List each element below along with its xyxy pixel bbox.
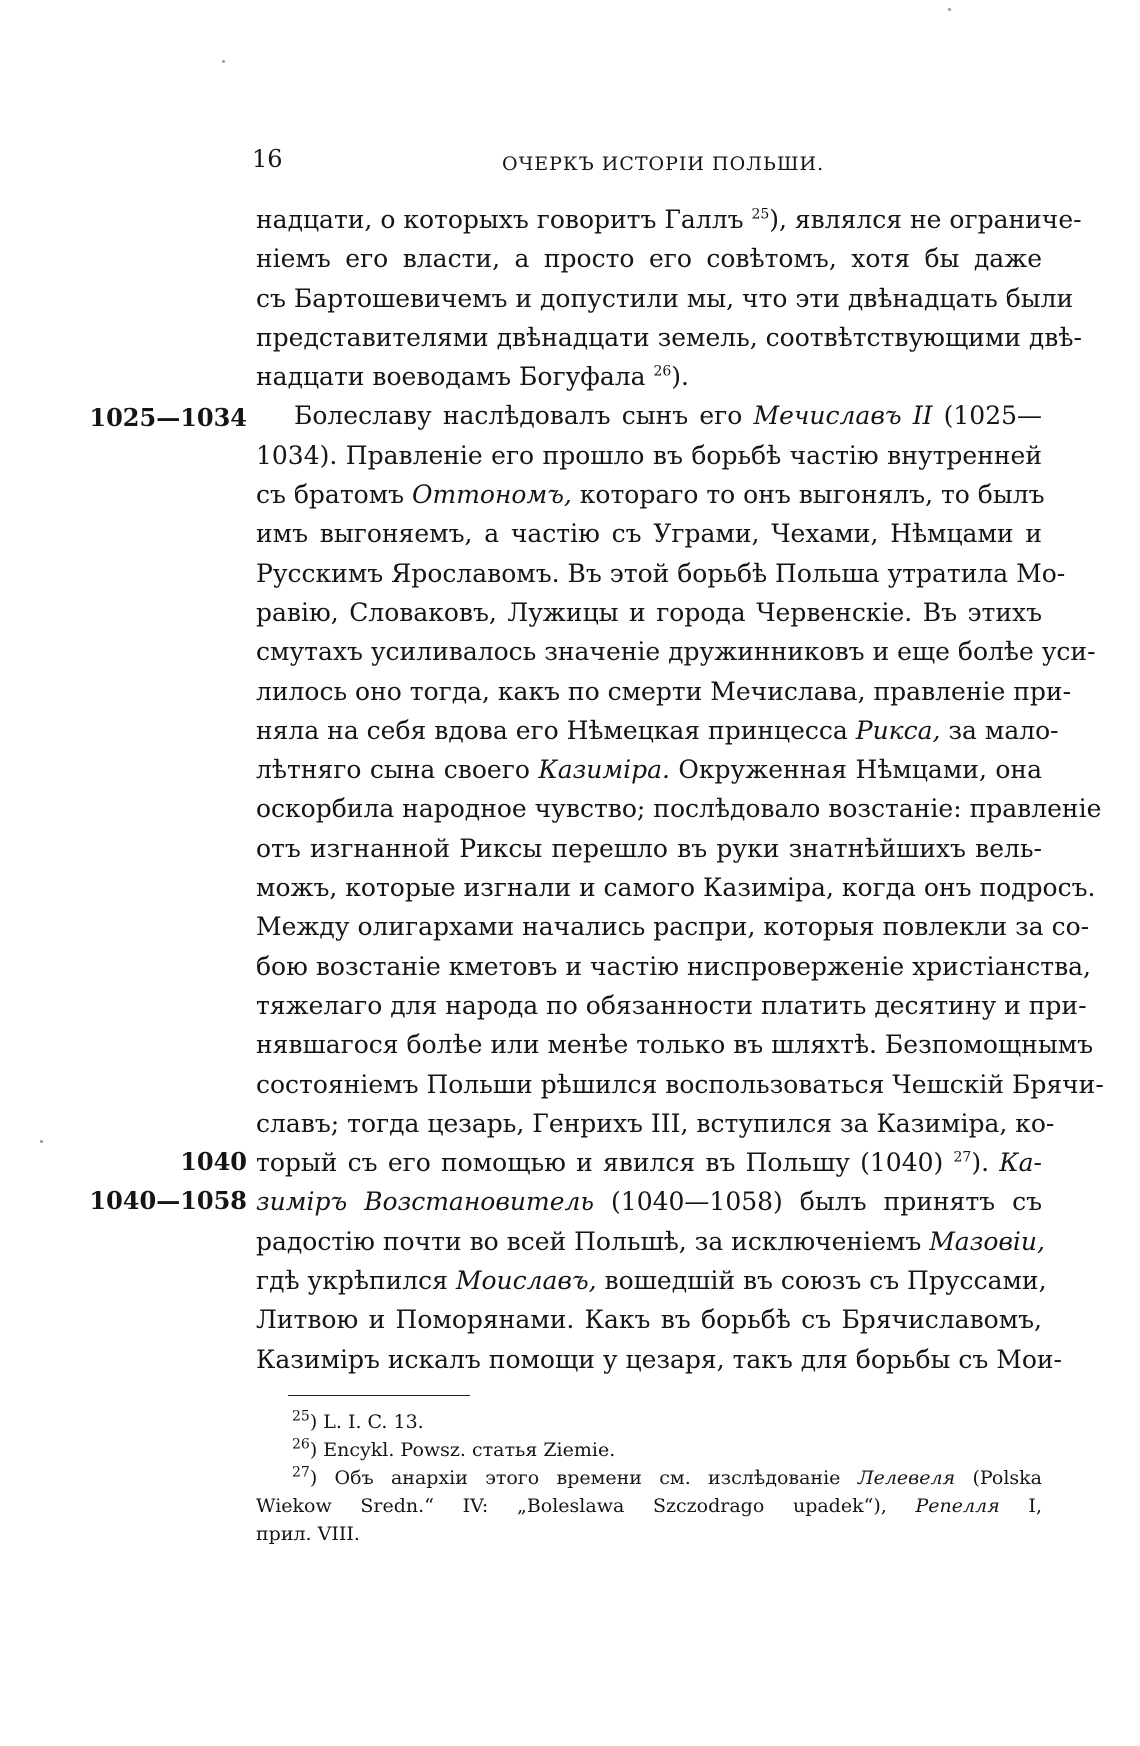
text-line: равію, Словаковъ, Лужицы и города Червенскіе. Въ этихъ	[256, 597, 1042, 627]
margin-date: 1040	[180, 1147, 247, 1176]
text-line: представителями двѣнадцати земель, соотвѣтствующими двѣ-	[256, 322, 1082, 352]
text-line: торый съ его помощью и явился въ Польшу (1040) $^{27}$). Ка-	[256, 1148, 1042, 1178]
text-line: Болеславу наслѣдовалъ сынъ его Мечиславъ II (1025—	[294, 401, 1043, 431]
name-italic: зиміръ Возстановитель	[256, 1187, 595, 1217]
text-line: лѣтняго сына своего Казиміра. Окруженная Нѣмцами, она	[256, 755, 1042, 785]
text-line: смутахъ усиливалось значеніе дружинниковъ и еще болѣе уси-	[256, 637, 1096, 667]
footnote: $^{27}$) Объ анархіи этого времени см. изслѣдованіе Лелевеля (Polska	[292, 1464, 1042, 1489]
name-italic: Оттономъ,	[412, 480, 572, 510]
text-line: няла на себя вдова его Нѣмецкая принцесса Рикса, за мало-	[256, 715, 1059, 745]
text-line: бою возстаніе кметовъ и частію ниспроверженіе христіанства,	[256, 951, 1091, 981]
text-line: славъ; тогда цезарь, Генрихъ III, вступился за Казиміра, ко-	[256, 1108, 1055, 1138]
name-italic: Мечиславъ II	[753, 401, 933, 431]
paper-speck	[40, 1140, 43, 1143]
main-text	[256, 200, 1104, 1379]
text-line: ніемъ его власти, а просто его совѣтомъ, хотя бы даже	[256, 244, 1042, 274]
page-number: 16	[252, 145, 283, 173]
text-line: гдѣ укрѣпился Моиславъ, вошедшій въ союзъ съ Пруссами,	[256, 1266, 1047, 1296]
text-line: надцати воеводамъ Богуфала $^{26}$).	[256, 362, 689, 392]
text-line: радостію почти во всей Польшѣ, за исключеніемъ Мазовіи,	[256, 1226, 1045, 1256]
footnote-continued: прил. VIII.	[256, 1523, 360, 1545]
footnote: $^{25}$) L. I. C. 13.	[292, 1408, 424, 1433]
text-line: Казиміръ искалъ помощи у цезаря, такъ для борьбы съ Мои-	[256, 1344, 1063, 1374]
margin-date: 1025—1034	[89, 403, 247, 432]
footnote-ref: 25	[751, 206, 770, 223]
text-line: Между олигархами начались распри, которыя повлекли за со-	[256, 912, 1090, 942]
running-title: ОЧЕРКЪ ИСТОРІИ ПОЛЬШИ.	[502, 153, 825, 175]
text-line: Литвою и Поморянами. Какъ въ борьбѣ съ Брячиславомъ,	[256, 1305, 1042, 1335]
name-italic: Мазовіи,	[929, 1226, 1045, 1256]
text-line: имъ выгоняемъ, а частію съ Уграми, Чехами, Нѣмцами и	[256, 519, 1042, 549]
footnote-rule	[288, 1395, 470, 1396]
text-line: можъ, которые изгнали и самого Казиміра, когда онъ подросъ.	[256, 873, 1096, 903]
page-header	[252, 145, 1042, 185]
name-italic: Моиславъ,	[455, 1266, 597, 1296]
margin-date: 1040—1058	[89, 1186, 247, 1215]
text-line: съ Бартошевичемъ и допустили мы, что эти двѣнадцать были	[256, 283, 1074, 313]
footnote-ref: 26	[653, 363, 672, 380]
paper-speck	[222, 60, 225, 63]
text-line: надцати, о которыхъ говоритъ Галлъ $^{25}$), являлся не ограниче-	[256, 205, 1082, 234]
text-line: зиміръ Возстановитель (1040—1058) былъ принятъ съ	[256, 1187, 1042, 1217]
text-line: тяжелаго для народа по обязанности платить десятину и при-	[256, 990, 1087, 1020]
name-italic: Казиміра.	[538, 755, 670, 785]
text-line: Русскимъ Ярославомъ. Въ этой борьбѣ Польша утратила Мо-	[256, 558, 1066, 588]
text-line: состояніемъ Польши рѣшился воспользоваться Чешскій Брячи-	[256, 1069, 1104, 1099]
text-line: отъ изгнанной Риксы перешло въ руки знатнѣйшихъ вель-	[256, 833, 1042, 863]
text-line: 1034). Правленіе его прошло въ борьбѣ частію внутренней	[256, 440, 1042, 470]
text-line: оскорбила народное чувство; послѣдовало возстаніе: правленіе	[256, 794, 1102, 824]
name-italic: Рикса,	[855, 715, 941, 745]
footnote-ref: 27	[953, 1149, 972, 1166]
text-line: съ братомъ Оттономъ, котораго то онъ выгонялъ, то былъ	[256, 480, 1045, 510]
paper-speck	[948, 8, 951, 11]
text-line: нявшагося болѣе или менѣе только въ шляхтѣ. Безпомощнымъ	[256, 1030, 1094, 1060]
footnote: $^{26}$) Encykl. Powsz. статья Ziemie.	[292, 1436, 616, 1461]
name-italic: Ка-	[999, 1148, 1042, 1178]
text-line: лилось оно тогда, какъ по смерти Мечислава, правленіе при-	[256, 676, 1072, 706]
footnote-continued: Wiekow Sredn.“ IV: „Boleslawa Szczodrago upadek“), Репелля I,	[256, 1495, 1042, 1517]
